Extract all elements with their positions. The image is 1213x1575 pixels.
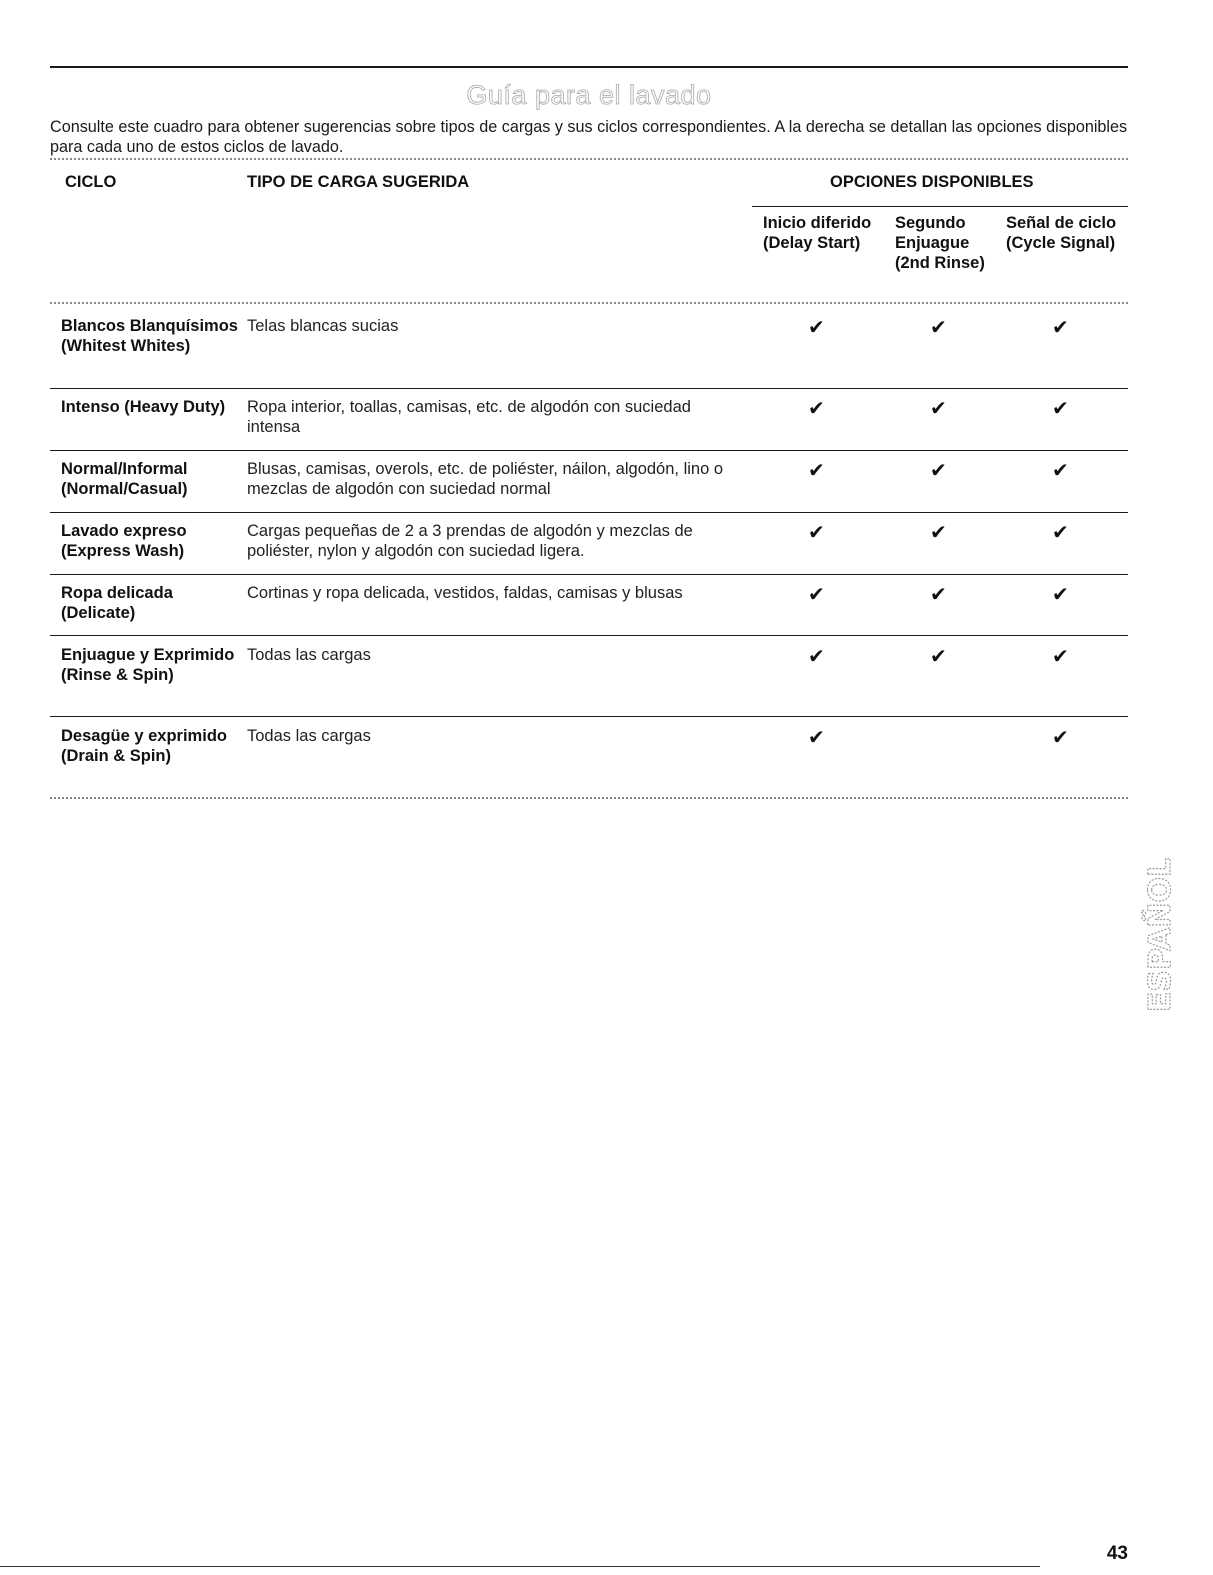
load-type: Telas blancas sucias <box>247 317 399 335</box>
row-divider <box>50 388 1128 389</box>
cycle-name: Ropa delicada (Delicate) <box>61 584 173 622</box>
checkmark-icon: ✔ <box>1052 644 1069 668</box>
header-options: OPCIONES DISPONIBLES <box>830 173 1034 191</box>
options-rule <box>752 206 1128 207</box>
load-type: Ropa interior, toallas, camisas, etc. de algodón con suciedad intensa <box>247 398 691 436</box>
cycle-name: Lavado expreso (Express Wash) <box>61 522 187 560</box>
side-tab-logo <box>1143 815 1190 1055</box>
top-rule <box>50 66 1128 68</box>
header-delay-start: Inicio diferido (Delay Start) <box>763 214 872 252</box>
dotted-divider-bottom <box>50 797 1128 799</box>
header-cycle: CICLO <box>65 173 117 191</box>
cycle-name: Normal/Informal (Normal/Casual) <box>61 460 188 498</box>
load-type: Blusas, camisas, overols, etc. de poliéster, náilon, algodón, lino o mezclas de algodón con suciedad normal <box>247 460 724 498</box>
dotted-divider-top <box>50 158 1128 160</box>
checkmark-icon: ✔ <box>930 315 947 339</box>
checkmark-icon: ✔ <box>808 582 825 606</box>
cycle-name: Enjuague y Exprimido (Rinse & Spin) <box>61 646 235 684</box>
load-type: Todas las cargas <box>247 646 371 664</box>
checkmark-icon: ✔ <box>930 520 947 544</box>
checkmark-icon: ✔ <box>930 396 947 420</box>
page-number: 43 <box>1106 1543 1128 1564</box>
intro-text: Consulte este cuadro para obtener sugerencias sobre tipos de cargas y sus ciclos correspondientes. A la derecha se detallan las opciones disponibles para cada uno de estos ciclos de lavado. <box>50 118 1128 156</box>
svg-text:ESPAÑOL: ESPAÑOL <box>1143 857 1178 1013</box>
page-title: Guía para el lavado <box>466 80 712 110</box>
cycle-name: Blancos Blanquísimos (Whitest Whites) <box>61 317 238 355</box>
cycle-name: Desagüe y exprimido (Drain & Spin) <box>61 727 227 765</box>
checkmark-icon: ✔ <box>808 458 825 482</box>
checkmark-icon: ✔ <box>1052 458 1069 482</box>
checkmark-icon: ✔ <box>930 644 947 668</box>
checkmark-icon: ✔ <box>1052 396 1069 420</box>
checkmark-icon: ✔ <box>1052 582 1069 606</box>
checkmark-icon: ✔ <box>808 725 825 749</box>
checkmark-icon: ✔ <box>808 520 825 544</box>
checkmark-icon: ✔ <box>1052 725 1069 749</box>
cycle-name: Intenso (Heavy Duty) <box>61 398 226 416</box>
header-second-rinse: Segundo Enjuague (2nd Rinse) <box>895 214 985 272</box>
dotted-divider-header <box>50 302 1128 304</box>
row-divider <box>50 574 1128 575</box>
load-type: Cortinas y ropa delicada, vestidos, faldas, camisas y blusas <box>247 584 683 602</box>
checkmark-icon: ✔ <box>930 582 947 606</box>
checkmark-icon: ✔ <box>808 396 825 420</box>
checkmark-icon: ✔ <box>1052 520 1069 544</box>
row-divider <box>50 635 1128 636</box>
row-divider <box>50 716 1128 717</box>
row-divider <box>50 450 1128 451</box>
row-divider <box>50 512 1128 513</box>
bottom-rule <box>0 1566 1040 1567</box>
checkmark-icon: ✔ <box>808 644 825 668</box>
load-type: Todas las cargas <box>247 727 371 745</box>
checkmark-icon: ✔ <box>808 315 825 339</box>
header-cycle-signal: Señal de ciclo (Cycle Signal) <box>1006 214 1117 252</box>
checkmark-icon: ✔ <box>930 458 947 482</box>
header-load: TIPO DE CARGA SUGERIDA <box>247 173 470 191</box>
load-type: Cargas pequeñas de 2 a 3 prendas de algodón y mezclas de poliéster, nylon y algodón con suciedad ligera. <box>247 522 693 560</box>
checkmark-icon: ✔ <box>1052 315 1069 339</box>
